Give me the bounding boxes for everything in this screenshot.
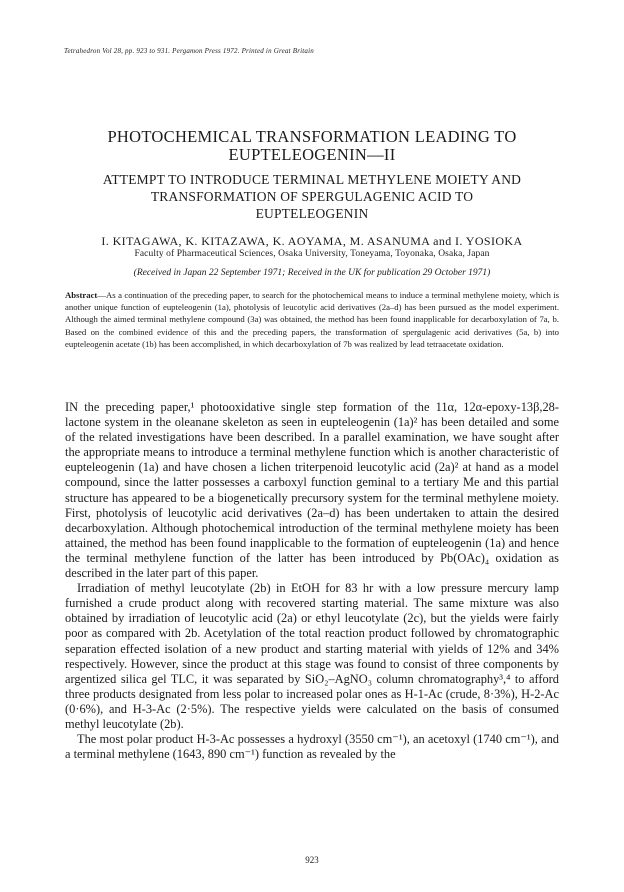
- paragraph: IN the preceding paper,¹ photooxidative single step formation of the 11α, 12α-epoxy-13β,28-lactone system in the oleanane skeleton as seen in eupteleogenin (1a)² has been detailed and some of the related investigations have been described. In a parallel examination, we have sought after the appropriate means to introduce a terminal methylene function which is another characteristic of eupteleogenin (1a) and have chosen a lichen triterpenoid leucotylic acid (2a)² at hand as a model compound, since the latter possesses a carboxyl function geminal to a tertiary Me and this partial structure has appeared to be a biogenetically precursory system for the terminal methylene moiety. First, photolysis of leucotylic acid derivatives (2a–d) has been undertaken to attain the desired decarboxylation. Although photochemical introduction of the terminal methylene moiety has been attained, the method has been found inapplicable to the formation of eupteleogenin (1a) and hence the terminal methylene function of the latter has been introduced by Pb(OAc)₄ oxidation as described in the later part of this paper.: [65, 400, 559, 581]
- paper-title: [60, 128, 564, 164]
- abstract-label: Abstract: [65, 290, 98, 300]
- subtitle-line-1: ATTEMPT TO INTRODUCE TERMINAL METHYLENE MOIETY AND: [102, 172, 522, 187]
- title-line-2: EUPTELEOGENIN—II: [228, 145, 396, 164]
- paragraph: The most polar product H-3-Ac possesses a hydroxyl (3550 cm⁻¹), an acetoxyl (1740 cm⁻¹), and a terminal methylene (1643, 890 cm⁻¹) function as revealed by the: [65, 732, 559, 762]
- author-list: I. KITAGAWA, K. KITAZAWA, K. AOYAMA, M. ASANUMA and I. YOSIOKA: [101, 234, 523, 248]
- page-number: 923: [305, 855, 319, 865]
- running-head: Tetrahedron Vol 28, pp. 923 to 931. Pergamon Press 1972. Printed in Great Britain: [64, 47, 314, 55]
- subtitle-line-2: TRANSFORMATION OF SPERGULAGENIC ACID TO: [150, 189, 474, 204]
- body-text: [65, 400, 559, 762]
- title-line-1: PHOTOCHEMICAL TRANSFORMATION LEADING TO: [107, 127, 517, 146]
- subtitle-line-3: EUPTELEOGENIN: [255, 206, 369, 221]
- abstract: [65, 289, 559, 350]
- abstract-text: —As a continuation of the preceding paper, to search for the photochemical means to induce a terminal methylene moiety, which is another unique function of eupteleogenin (1a), photolysis of leucotylic acid derivatives (2a–d) has been pursued as the model experiment. Although the aimed terminal methylene compound (3a) was obtained, the method has been found inapplicable for decarboxylation of 7a, b. Based on the combined evidence of this and the preceding papers, the transformation of spergulagenic acid derivatives (5a, b) into eupteleogenin acetate (1b) has been accomplished, in which decarboxylation of 7b was realized by lead tetraacetate oxidation.: [65, 290, 559, 349]
- affiliation: Faculty of Pharmaceutical Sciences, Osaka University, Toneyama, Toyonaka, Osaka, Japan: [134, 249, 490, 259]
- paper-subtitle: [70, 171, 554, 222]
- received-dates: (Received in Japan 22 September 1971; Received in the UK for publication 29 October 1971): [133, 268, 491, 278]
- paragraph: Irradiation of methyl leucotylate (2b) in EtOH for 83 hr with a low pressure mercury lamp furnished a crude product along with recovered starting material. The same mixture was also obtained by irradiation of leucotylic acid (2a) or ethyl leucotylate (2c), but the yields were fairly poor as compared with 2b. Acetylation of the total reaction product followed by chromatographic separation effected isolation of a new product and starting material with yields of 12% and 34% respectively. However, since the product at this stage was found to consist of three components by argentized silica gel TLC, it was separated by SiO₂–AgNO₃ column chromatography³,⁴ to afford three products designated from less polar to increased polar ones as H-1-Ac (crude, 8·3%), H-2-Ac (0·6%), and H-3-Ac (2·5%). The respective yields were calculated on the basis of consumed methyl leucotylate (2b).: [65, 581, 559, 731]
